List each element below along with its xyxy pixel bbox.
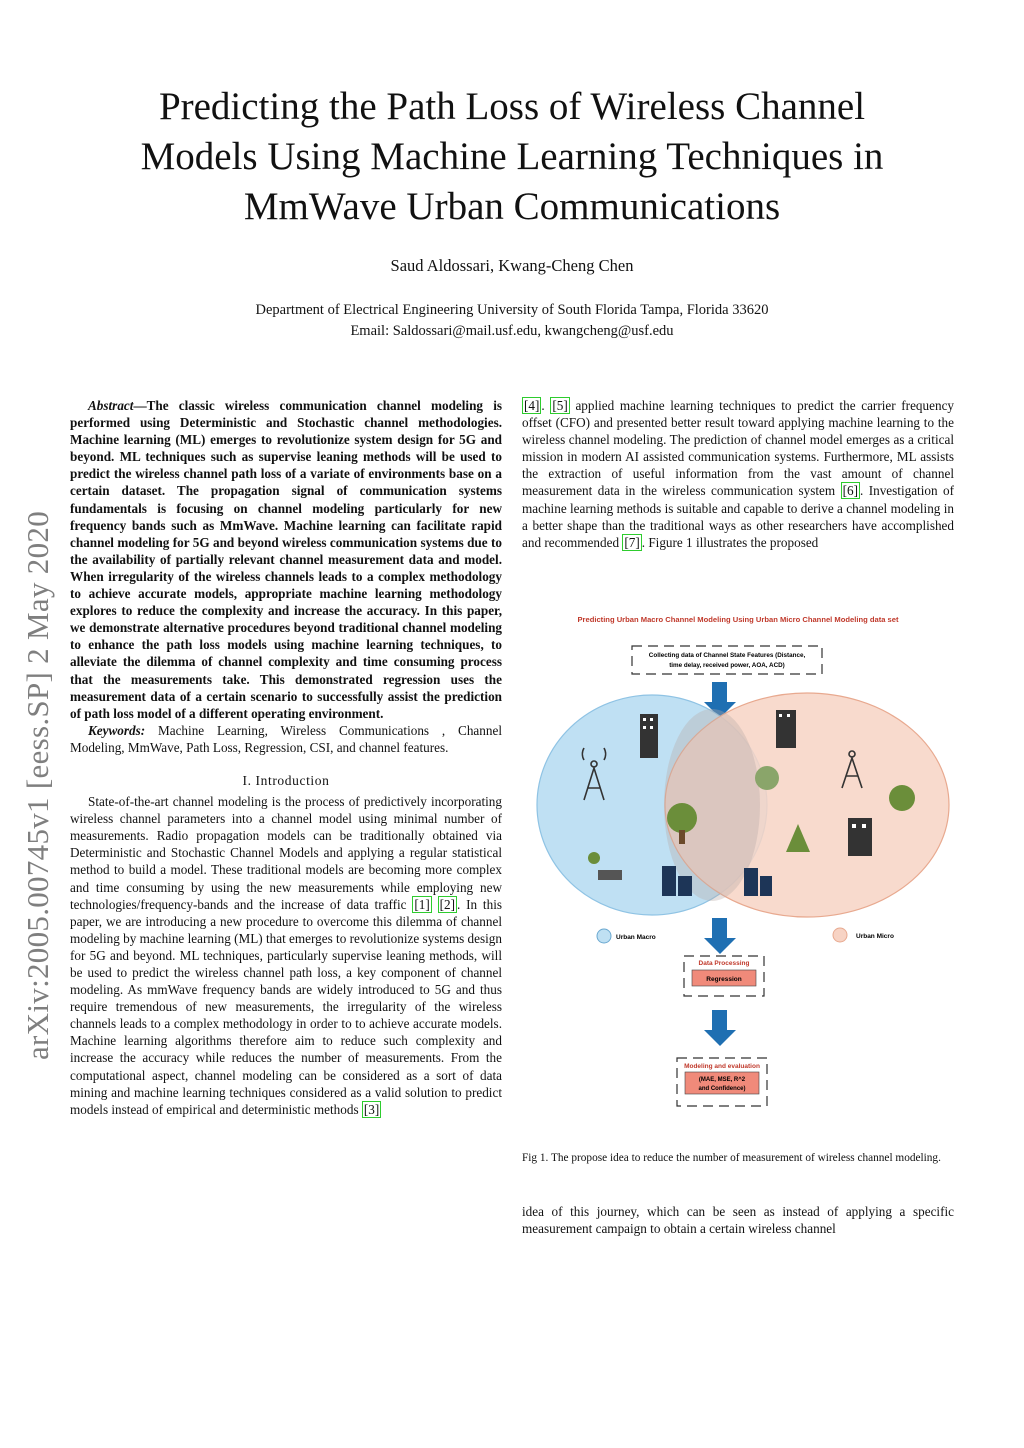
right-text-1: applied machine learning techniques to predict the carrier frequency offset (CFO) and presented better result toward applying machine learning to the wireless channel modeling. The prediction of channel model emerges as a critical mission in modern AI assisted communication systems. Furthermore, ML assists the extraction of useful information from the vast amount of channel measurement data in the wireless communication system (522, 398, 955, 499)
keywords-text: Machine Learning, Wireless Communications , Channel Modeling, MmWave, Path Loss, Regression, CSI, and channel features. (70, 722, 502, 755)
legend-micro: Urban Micro (856, 933, 894, 940)
figure-title: Predicting Urban Macro Channel Modeling Using Urban Micro Channel Modeling data set (577, 615, 899, 624)
legend-macro-swatch (597, 929, 611, 943)
citation-link[interactable]: [7] (624, 534, 640, 550)
regression-label: Regression (706, 976, 742, 983)
collection-line-2: time delay, received power, AOA, ACD) (669, 662, 785, 669)
tree-icon (755, 766, 779, 790)
keywords-label: Keywords: (88, 722, 146, 738)
metrics-line-2: and Confidence) (698, 1086, 746, 1092)
data-collection-box (632, 646, 822, 674)
tree-icon (667, 803, 697, 833)
down-arrow-icon (704, 918, 736, 954)
keywords (70, 722, 502, 756)
title-line: MmWave Urban Communications (243, 185, 781, 228)
abstract-text: —The classic wireless communication channel modeling is performed using Deterministic and Stochastic channel methodologies. Machine learning (ML) emerges to revolutionize system design for 5G and beyond. ML techniques such as supervise leaning methods will be used to predict the wireless channel path loss of a variate of environments base on a certain dataset. The propagation signal of communication systems fundamentals is focusing on channel modeling particularly for new frequency bands such as MmWave. Machine learning can facilitate rapid channel modeling for 5G and beyond wireless communication systems due to the availability of partially relevant channel measurement data and model. When irregularity of the wireless channels leads to a complex methodology to achieve accurate models, appropriate machine learning methodology explores to reduce the complexity and increase the accuracy. In this paper, we demonstrate alternative procedures beyond traditional channel modeling to enhance the path loss models using machine learning techniques, to alleviate the dilemma of channel complexity and time consuming process that the measurements take. This demonstrated regression uses the measurement data of a certain scenario to successfully assist the prediction of path loss model of a different operating environment. (70, 398, 502, 721)
building-icon (776, 710, 796, 748)
modeling-evaluation-box (677, 1058, 767, 1106)
right-column-continuation: idea of this journey, which can be seen as instead of applying a specific measurement campaign to obtain a certain wireless channel (522, 1204, 954, 1237)
affiliation-block (70, 300, 954, 342)
metrics-line-1: (MAE, MSE, R^2 (698, 1077, 746, 1083)
building-icon (848, 818, 872, 856)
legend-micro-swatch (833, 928, 847, 942)
right-text-3: . Figure 1 illustrates the proposed (641, 534, 819, 550)
modeling-evaluation-label: Modeling and evaluation (684, 1063, 760, 1070)
figure-caption: Fig 1. The propose idea to reduce the number of measurement of wireless channel modeling. (522, 1152, 941, 1164)
citation-link[interactable]: [6] (842, 483, 858, 499)
data-processing-box (684, 956, 764, 996)
affiliation: Department of Electrical Engineering University of South Florida Tampa, Florida 33620 (255, 302, 769, 318)
data-processing-label: Data Processing (698, 960, 750, 967)
intro-text-2: . In this paper, we are introducing a new procedure to overcome this dilemma of channel modeling by machine learning (ML) that emerges to revolutionize systems design for 5G and beyond. ML techniques, particularly supervise leaning methods, will be used to predict the wireless channel path loss, a key component of channel modeling. As mmWave frequency bands are widely introduced to 5G and thus require tremendous of new measurements, the irregularity of the wireless channels leads to a complex methodology in order to to achieve accurate models. Machine learning algorithms therefore aim to reduce such complexity and increase the accuracy while reduces the number of measurements. From the computational aspect, channel modeling can be considered as a sort of data mining and machine learning techniques considered as a valid solution to predict models instead of empirical and deterministic methods (70, 896, 502, 1117)
arxiv-stamp: arXiv:2005.00745v1 [eess.SP] 2 May 2020 (20, 511, 55, 1060)
citation-link[interactable]: [4] (524, 398, 540, 413)
citation-link[interactable]: [2] (439, 896, 455, 912)
abstract-label: Abstract (88, 398, 134, 413)
right-text-2: . Investigation of machine learning methods is suitable and capable to derive a channel modeling in a better shape than the traditional ways as other researchers have accomplished and recommended (522, 483, 954, 550)
figure-1 (522, 600, 954, 1130)
citation-link[interactable]: [3] (363, 1101, 380, 1117)
right-paragraph: [4] . [5] applied machine learning techniques to predict the carrier frequency offset (CFO) and presented better result toward applying machine learning to the wireless channel modeling. The prediction of channel model emerges as a critical mission in modern AI assisted communication systems. Furthermore, ML assists the extraction of useful information from the vast amount of channel measurement data in the wireless communication system [6] . Investigation of machine learning methods is suitable and capable to derive a channel modeling in a better shape than the traditional ways as other researchers have accomplished and recommended [7] . Figure 1 illustrates the proposed (522, 398, 955, 550)
intro-paragraph (70, 793, 502, 1118)
building-icon (640, 714, 658, 758)
right-column (522, 397, 954, 551)
paper-title (70, 82, 954, 232)
citation-link[interactable]: [1] (414, 896, 430, 912)
title-line: Models Using Machine Learning Techniques in (140, 135, 884, 178)
down-arrow-icon (704, 1010, 736, 1046)
section-heading: I. Introduction (242, 772, 330, 788)
citation-link[interactable]: [5] (552, 398, 568, 413)
abstract (70, 397, 502, 722)
tree-trunk (679, 830, 685, 844)
tree-icon (889, 785, 915, 811)
left-column (70, 397, 502, 1118)
title-line: Predicting the Path Loss of Wireless Channel (158, 85, 866, 128)
email: Email: Saldossari@mail.usf.edu, kwangcheng@usf.edu (350, 323, 674, 339)
authors: Saud Aldossari, Kwang-Cheng Chen (390, 256, 634, 275)
legend-macro: Urban Macro (616, 934, 656, 941)
collection-line-1: Collecting data of Channel State Features (Distance, (648, 652, 806, 659)
intro-text-1: State-of-the-art channel modeling is the process of predictively incorporating wireless channel parameters into a channel model using minimal number of measurements. Radio propagation models can be traditionally obtained via Deterministic and Stochastic Channel Models and applying a regular statistical method to build a model. These traditional models are becoming more complex and time consuming by using the new measurements while employing new technologies/frequency-bands and the increase of data traffic (70, 794, 502, 912)
